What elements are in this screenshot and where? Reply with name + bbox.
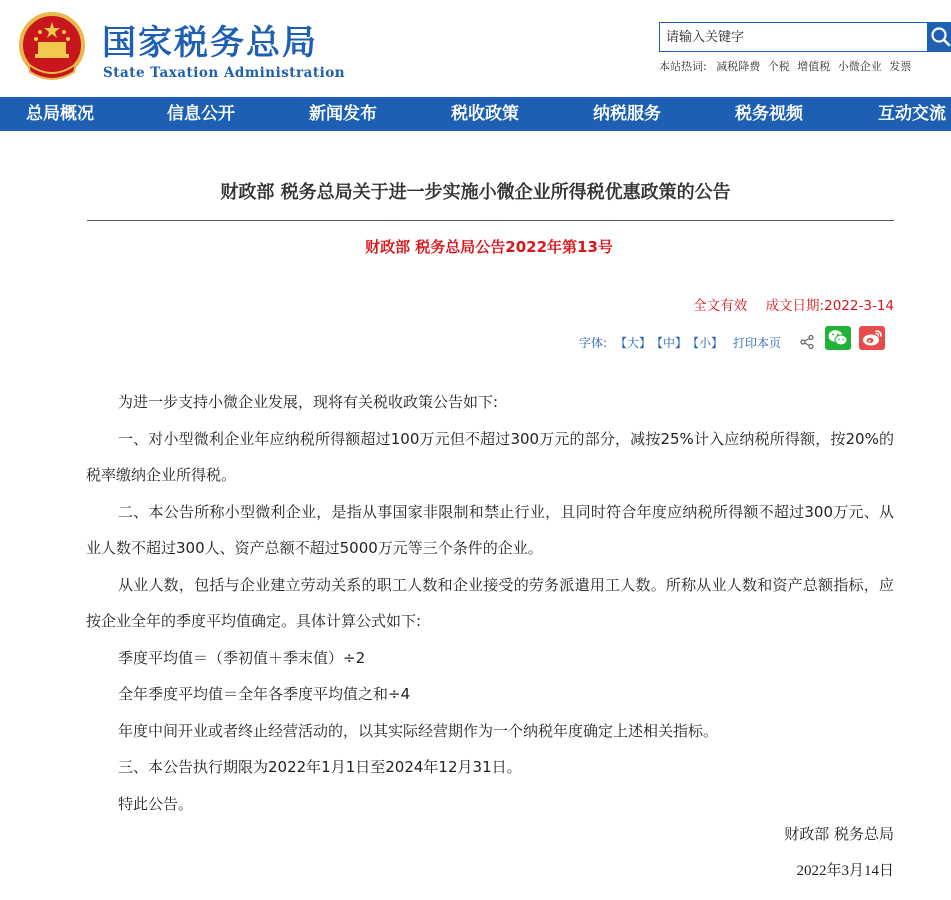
font-medium-button[interactable]: 【中】 [651, 336, 688, 350]
hot-word-link[interactable]: 个税 [767, 60, 790, 73]
site-title-en: State Taxation Administration [103, 65, 346, 81]
hot-word-link[interactable]: 小微企业 [837, 60, 882, 73]
article-paragraph: 全年季度平均值＝全年各季度平均值之和÷4 [118, 685, 411, 703]
article-meta [693, 294, 894, 314]
article-paragraph: 二、本公告所称小型微利企业，是指从事国家非限制和禁止行业，且同时符合年度应纳税所得额不超过300万元、从业人数不超过300人、资产总额不超过5000万元等三个条件的企业。 [86, 502, 894, 557]
hot-word-link[interactable]: 减税降费 [716, 60, 761, 73]
print-button[interactable]: 打印本页 [733, 336, 782, 350]
hot-word-link[interactable]: 增值税 [797, 60, 831, 73]
signature: 财政部 税务总局 [784, 825, 894, 843]
article-paragraph: 一、对小型微利企业年应纳税所得额超过100万元但不超过300万元的部分，减按25%计入应纳税所得额，按20%的税率缴纳企业所得税。 [86, 429, 894, 484]
font-small-button[interactable]: 【小】 [687, 336, 724, 350]
font-large-button[interactable]: 【大】 [615, 336, 652, 350]
nav-item-overview[interactable]: 总局概况 [26, 104, 94, 124]
article-paragraph: 为进一步支持小微企业发展，现将有关税收政策公告如下: [118, 393, 499, 411]
search-button[interactable] [927, 22, 951, 52]
document-number: 财政部 税务总局公告2022年第13号 [365, 238, 613, 256]
wechat-icon[interactable] [825, 326, 851, 350]
article-paragraph: 从业人数，包括与企业建立劳动关系的职工人数和企业接受的劳务派遣用工人数。所称从业人数和资产总额指标，应按企业全年的季度平均值确定。具体计算公式如下: [86, 575, 894, 630]
main-nav [0, 97, 951, 131]
date-label: 成文日期: [765, 298, 825, 314]
article-paragraph: 三、本公告执行期限为2022年1月1日至2024年12月31日。 [118, 758, 522, 776]
search-input[interactable] [659, 22, 927, 52]
search-icon [927, 22, 951, 52]
nav-item-tax-policy[interactable]: 税收政策 [451, 104, 519, 124]
article-paragraph: 年度中间开业或者终止经营活动的，以其实际经营期作为一个纳税年度确定上述相关指标。 [118, 721, 719, 740]
nav-item-tax-video[interactable]: 税务视频 [735, 104, 803, 124]
nav-item-interaction[interactable]: 互动交流 [878, 104, 946, 124]
article-title: 财政部 税务总局关于进一步实施小微企业所得税优惠政策的公告 [220, 182, 731, 203]
weibo-icon[interactable] [859, 326, 885, 350]
title-divider [87, 220, 894, 221]
article-paragraph: 季度平均值＝（季初值＋季末值）÷2 [118, 648, 366, 667]
nav-item-tax-service[interactable]: 纳税服务 [593, 104, 661, 124]
nav-item-news[interactable]: 新闻发布 [309, 104, 377, 124]
search-box [659, 22, 951, 52]
validity-status: 全文有效 [693, 298, 748, 314]
hot-words [659, 58, 915, 74]
article-content [86, 384, 894, 822]
article-paragraph: 特此公告。 [118, 794, 194, 813]
site-title[interactable]: 国家税务总局 [102, 23, 318, 63]
share-icon[interactable] [799, 334, 815, 350]
hot-word-link[interactable]: 发票 [889, 60, 912, 73]
signature-date: 2022年3月14日 [796, 863, 894, 879]
national-emblem-icon[interactable] [18, 12, 86, 82]
date-value: 2022-3-14 [824, 298, 894, 314]
font-size-label: 字体: [579, 336, 608, 350]
nav-item-info-disclosure[interactable]: 信息公开 [167, 104, 235, 124]
site-header [0, 0, 951, 97]
hot-words-label: 本站热词: [659, 60, 707, 73]
